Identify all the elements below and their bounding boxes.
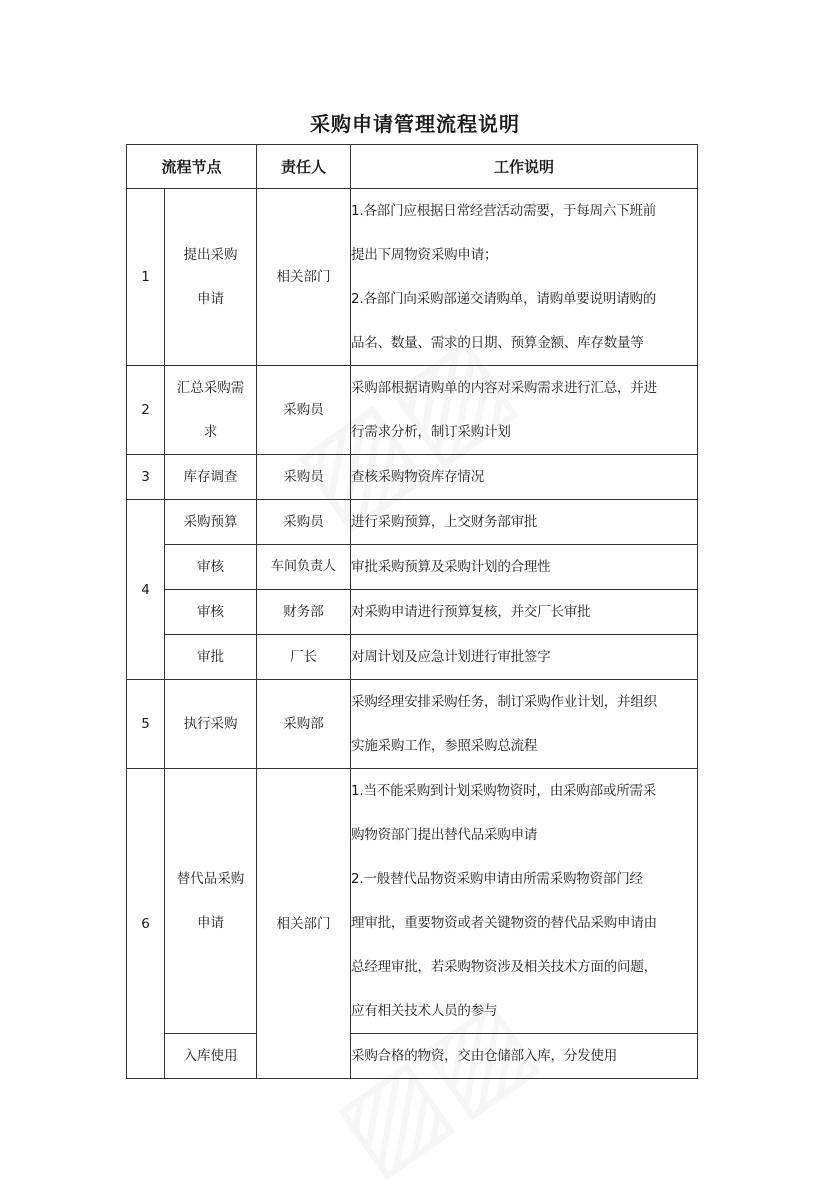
row-number: 6: [127, 769, 165, 1079]
process-node: 汇总采购需 求: [165, 366, 257, 455]
work-description: 1.当不能采购到计划采购物资时，由采购部或所需采 购物资部门提出替代品采购申请 2.一般替代品物资采购申请由所需采购物资部门经 理审批，重要物资或者关键物资的替代品采购申请由 总经理审批，若采购物资涉及相关技术方面的问题， 应有相关技术人员的参与: [351, 769, 698, 1034]
process-node: 采购预算: [165, 500, 257, 545]
responsible-party: 相关部门: [257, 189, 351, 366]
page-title: 采购申请管理流程说明: [310, 112, 520, 136]
work-description: 对采购申请进行预算复核，并交厂长审批: [351, 590, 698, 635]
responsible-party: 车间负责人: [257, 545, 351, 590]
table-row: [127, 635, 698, 680]
work-description: 查核采购物资库存情况: [351, 455, 698, 500]
responsible-party: 厂长: [257, 635, 351, 680]
work-description: 采购合格的物资，交由仓储部入库，分发使用: [351, 1034, 698, 1079]
row-number: 3: [127, 455, 165, 500]
row-number: 1: [127, 189, 165, 366]
responsible-party: 财务部: [257, 590, 351, 635]
row-number: 4: [127, 500, 165, 680]
work-description: 进行采购预算，上交财务部审批: [351, 500, 698, 545]
table-row: [127, 1034, 698, 1079]
responsible-party: 采购员: [257, 455, 351, 500]
table-row: [127, 769, 698, 1034]
table-row: [127, 590, 698, 635]
work-description: 对周计划及应急计划进行审批签字: [351, 635, 698, 680]
process-node: 库存调查: [165, 455, 257, 500]
table-row: [127, 366, 698, 455]
process-node: 提出采购 申请: [165, 189, 257, 366]
responsible-party: 相关部门: [257, 769, 351, 1079]
process-table: [126, 144, 698, 1079]
header-node: 流程节点: [127, 145, 257, 189]
responsible-party: 采购员: [257, 366, 351, 455]
responsible-party: 采购员: [257, 500, 351, 545]
process-node: 执行采购: [165, 680, 257, 769]
header-desc: 工作说明: [351, 145, 698, 189]
header-owner: 责任人: [257, 145, 351, 189]
responsible-party: 采购部: [257, 680, 351, 769]
table-row: [127, 680, 698, 769]
work-description: 采购经理安排采购任务，制订采购作业计划，并组织 实施采购工作，参照采购总流程: [351, 680, 698, 769]
process-node: 审核: [165, 590, 257, 635]
process-node: 入库使用: [165, 1034, 257, 1079]
row-number: 5: [127, 680, 165, 769]
row-number: 2: [127, 366, 165, 455]
work-description: 审批采购预算及采购计划的合理性: [351, 545, 698, 590]
table-header-row: [127, 145, 698, 189]
process-node: 审核: [165, 545, 257, 590]
process-node: 审批: [165, 635, 257, 680]
process-node: 替代品采购 申请: [165, 769, 257, 1034]
work-description: 采购部根据请购单的内容对采购需求进行汇总，并进 行需求分析，制订采购计划: [351, 366, 698, 455]
table-row: [127, 500, 698, 545]
table-row: [127, 455, 698, 500]
work-description: 1.各部门应根据日常经营活动需要，于每周六下班前 提出下周物资采购申请； 2.各部门向采购部递交请购单，请购单要说明请购的 品名、数量、需求的日期、预算金额、库存数量等: [351, 189, 698, 366]
table-row: [127, 545, 698, 590]
table-row: [127, 189, 698, 366]
